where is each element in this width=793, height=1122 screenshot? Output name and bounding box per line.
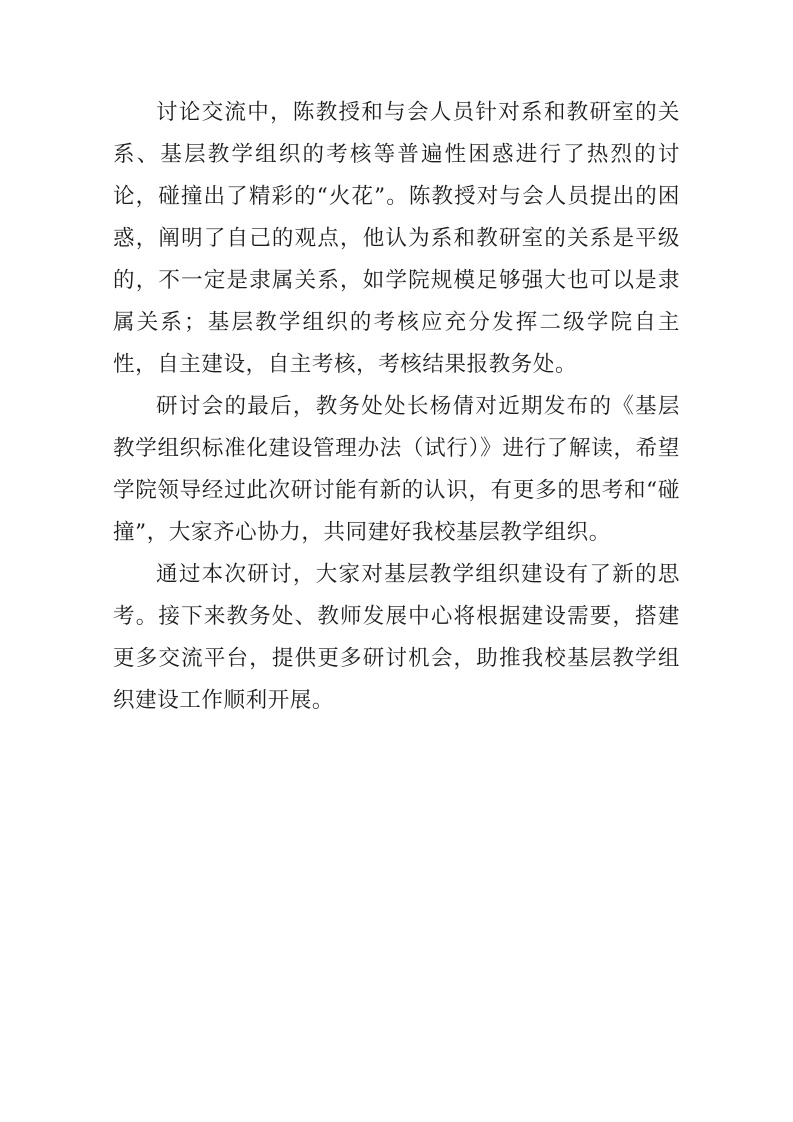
paragraph-3: 通过本次研讨，大家对基层教学组织建设有了新的思考。接下来教务处、教师发展中心将根据建设需要，搭建更多交流平台，提供更多研讨机会，助推我校基层教学组织建设工作顺利开展。: [113, 562, 680, 713]
paragraph-2: 研讨会的最后，教务处处长杨倩对近期发布的《基层教学组织标准化建设管理办法（试行）》进行了解读，希望学院领导经过此次研讨能有新的认识，有更多的思考和“碰撞”，大家齐心协力，共同建好我校基层教学组织。: [113, 394, 680, 545]
paragraph-1: 讨论交流中，陈教授和与会人员针对系和教研室的关系、基层教学组织的考核等普遍性困惑进行了热烈的讨论，碰撞出了精彩的“火花”。陈教授对与会人员提出的困惑，阐明了自己的观点，他认为系和教研室的关系是平级的，不一定是隶属关系，如学院规模足够强大也可以是隶属关系；基层教学组织的考核应充分发挥二级学院自主性，自主建设，自主考核，考核结果报教务处。: [113, 100, 680, 377]
document-body: [113, 92, 680, 722]
